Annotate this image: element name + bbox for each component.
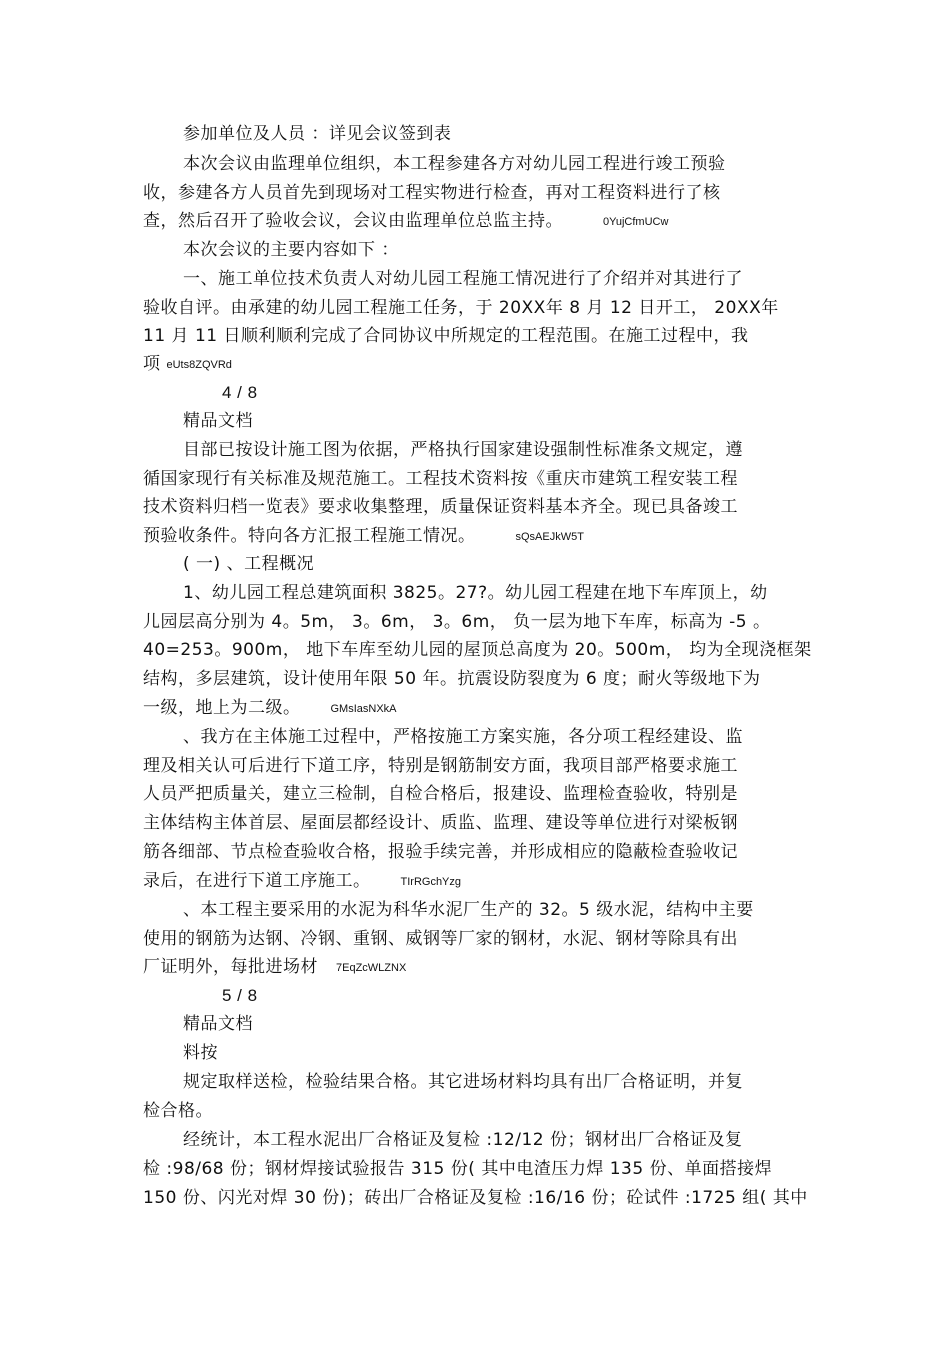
paragraph-line: 人员严把质量关，建立三检制，自检合格后，报建设、监理检查验收，特别是 — [143, 784, 738, 804]
watermark-code: 0YujCfmUCw — [603, 216, 669, 228]
paragraph-line — [143, 524, 584, 548]
paragraph-line: 技术资料归档一览表》要求收集整理，质量保证资料基本齐全。现已具备竣工 — [143, 497, 738, 517]
paragraph-line: 规定取样送检，检验结果合格。其它进场材料均具有出厂合格证明，并复 — [183, 1072, 743, 1092]
attendees-line: 参加单位及人员 ：详见会议签到表 — [183, 124, 452, 144]
paragraph-text: 一级，地上为二级。 — [143, 698, 301, 718]
page-header: 精品文档 — [183, 411, 253, 431]
paragraph-line: 本次会议由监理单位组织，本工程参建各方对幼儿园工程进行竣工预验 — [183, 154, 726, 174]
section-intro: 本次会议的主要内容如下 ： — [183, 240, 399, 260]
paragraph-line: 检合格。 — [143, 1101, 213, 1121]
page-number: 4 / 8 — [222, 383, 258, 402]
paragraph-line: 、我方在主体施工过程中，严格按施工方案实施，各分项工程经建设、监 — [183, 727, 743, 747]
paragraph-line: 理及相关认可后进行下道工序，特别是钢筋制安方面，我项目部严格要求施工 — [143, 756, 738, 776]
paragraph-line — [143, 352, 232, 376]
paragraph-line — [143, 696, 397, 720]
paragraph-text: 预验收条件。特向各方汇报工程施工情况。 — [143, 526, 476, 546]
paragraph-line — [143, 209, 668, 233]
paragraph-line: 筋各细部、节点检查验收合格，报验手续完善，并形成相应的隐蔽检查验收记 — [143, 842, 738, 862]
paragraph-line: 儿园层高分别为 4。5m， 3。6m， 3。6m， 负一层为地下车库，标高为 -5 。 — [143, 612, 771, 632]
paragraph-line: 一、施工单位技术负责人对幼儿园工程施工情况进行了介绍并对其进行了 — [183, 269, 743, 289]
paragraph-text: 录后，在进行下道工序施工。 — [143, 871, 371, 891]
paragraph-line — [143, 869, 461, 893]
watermark-code: TIrRGchYzg — [400, 876, 462, 888]
paragraph-text: 厂证明外，每批进场材 — [143, 957, 318, 977]
paragraph-line: 结构，多层建筑，设计使用年限 50 年。抗震设防裂度为 6 度；耐火等级地下为 — [143, 669, 761, 689]
paragraph-line: 经统计，本工程水泥出厂合格证及复检 :12/12 份；钢材出厂合格证及复 — [183, 1130, 743, 1150]
watermark-code: sQsAEJkW5T — [515, 531, 584, 543]
paragraph-line: 11 月 11 日顺利顺利完成了合同协议中所规定的工程范围。在施工过程中，我 — [143, 326, 749, 346]
paragraph-line: 验收自评。由承建的幼儿园工程施工任务，于 20XX年 8 月 12 日开工， 20XX年 — [143, 298, 779, 318]
watermark-code: eUts8ZQVRd — [166, 359, 232, 371]
paragraph-line: 循国家现行有关标准及规范施工。工程技术资料按《重庆市建筑工程安装工程 — [143, 469, 738, 489]
paragraph-line: 检 :98/68 份；钢材焊接试验报告 315 份( 其中电渣压力焊 135 份、单面搭接焊 — [143, 1159, 773, 1179]
watermark-code: GMsIasNXkA — [330, 703, 397, 715]
paragraph-line: 1、幼儿园工程总建筑面积 3825。27?。幼儿园工程建在地下车库顶上，幼 — [183, 583, 768, 603]
paragraph-line: 使用的钢筋为达钢、冷钢、重钢、威钢等厂家的钢材，水泥、钢材等除具有出 — [143, 929, 738, 949]
page-number: 5 / 8 — [222, 986, 258, 1005]
section-title: ( 一) 、工程概况 — [183, 554, 315, 574]
paragraph-line: 、本工程主要采用的水泥为科华水泥厂生产的 32。5 级水泥，结构中主要 — [183, 900, 754, 920]
paragraph-line: 主体结构主体首层、屋面层都经设计、质监、监理、建设等单位进行对梁板钢 — [143, 813, 738, 833]
paragraph-line: 目部已按设计施工图为依据，严格执行国家建设强制性标准条文规定，遵 — [183, 440, 743, 460]
paragraph-line — [143, 955, 406, 979]
paragraph-line: 150 份、闪光对焊 30 份)；砖出厂合格证及复检 :16/16 份；砼试件 :1725 组( 其中 — [143, 1188, 808, 1208]
paragraph-text: 项 — [143, 354, 161, 374]
paragraph-line: 料按 — [183, 1043, 218, 1063]
watermark-code: 7EqZcWLZNX — [336, 962, 407, 974]
paragraph-line: 40=253。900m， 地下车库至幼儿园的屋顶总高度为 20。500m， 均为全现浇框架 — [143, 640, 812, 660]
page-header: 精品文档 — [183, 1014, 253, 1034]
paragraph-line: 收，参建各方人员首先到现场对工程实物进行检查，再对工程资料进行了核 — [143, 183, 721, 203]
paragraph-text: 查，然后召开了验收会议，会议由监理单位总监主持。 — [143, 211, 563, 231]
